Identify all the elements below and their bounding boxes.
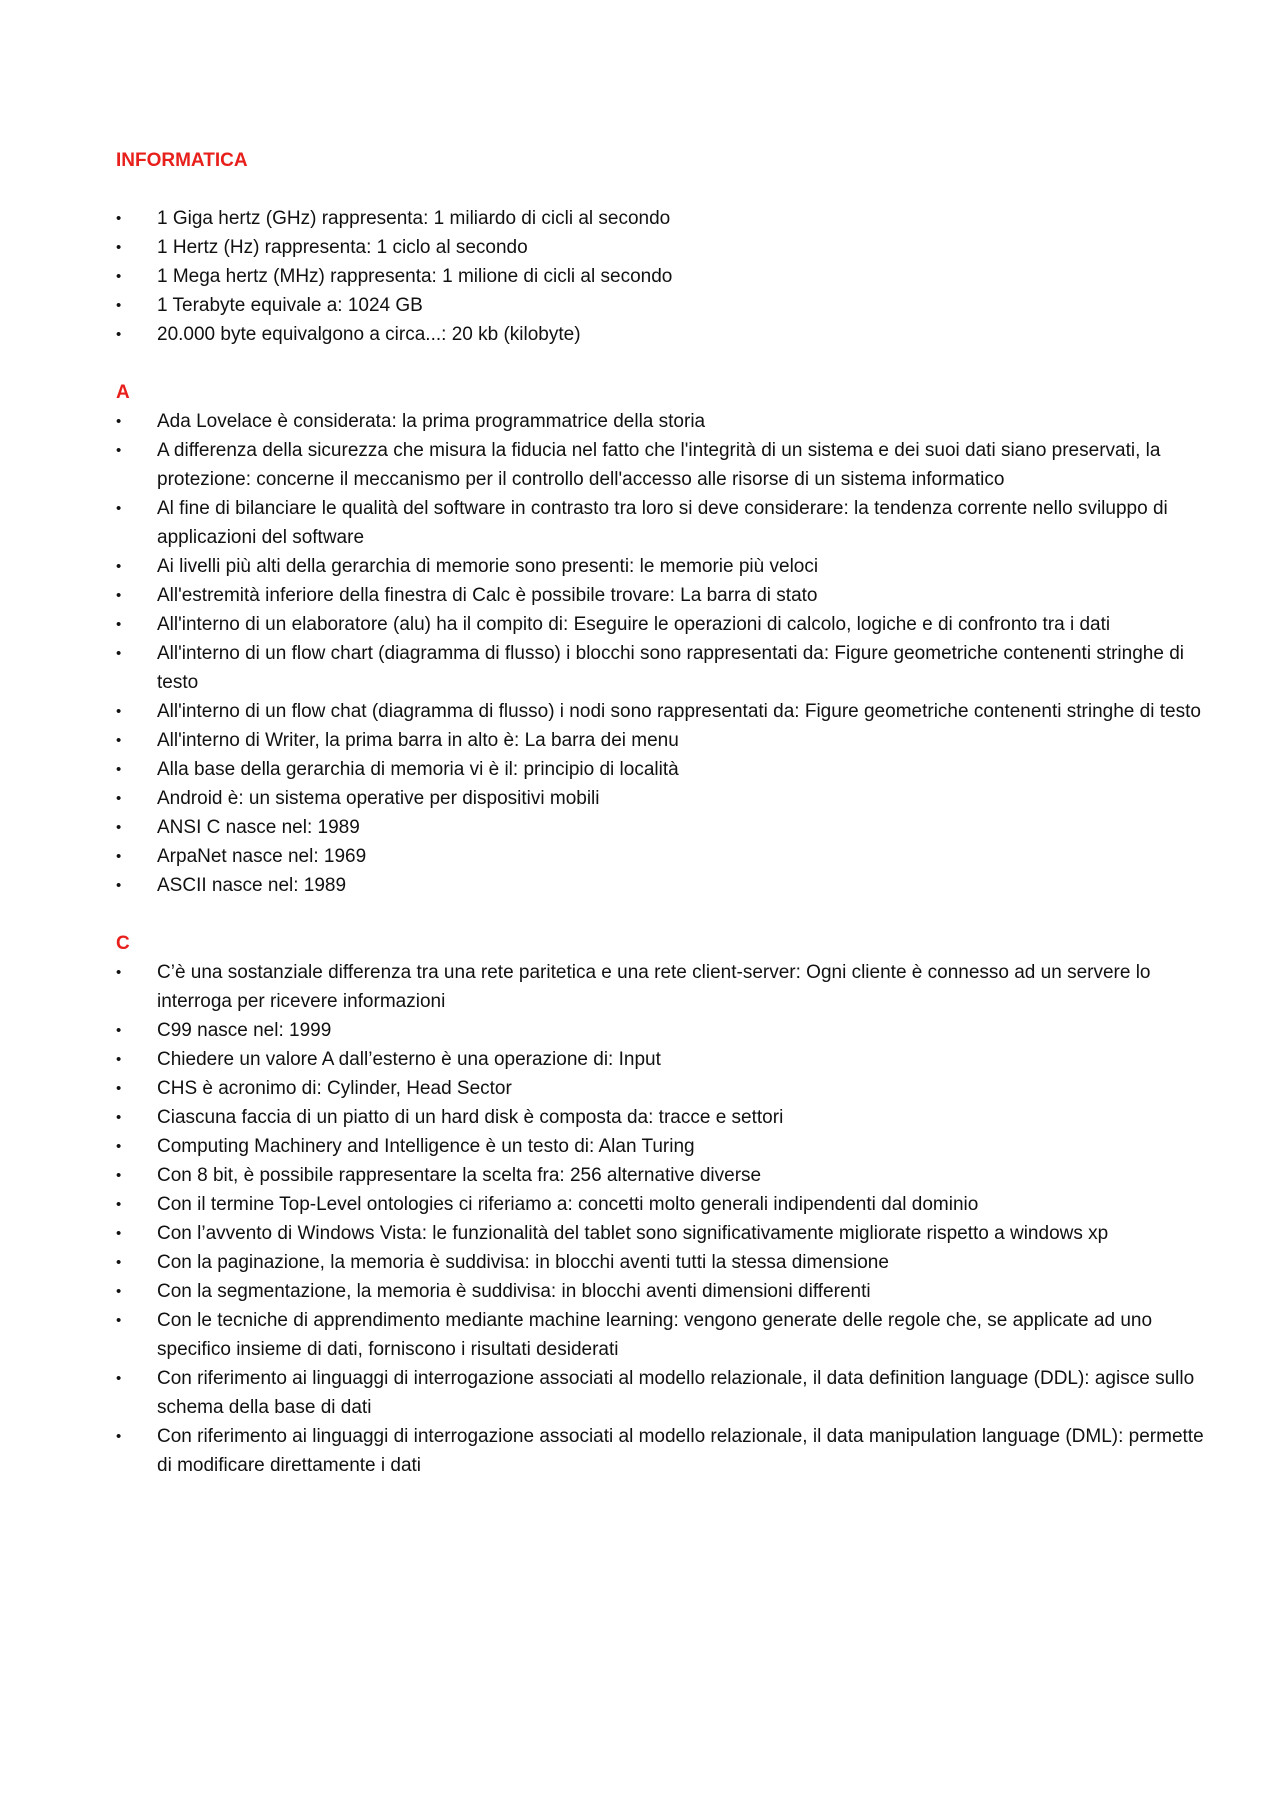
list-item-text: Computing Machinery and Intelligence è un testo di: Alan Turing [157, 1136, 695, 1157]
bullet-icon: • [116, 1254, 122, 1271]
section-list-a [116, 407, 1206, 900]
list-item-text: Ai livelli più alti della gerarchia di memorie sono presenti: le memorie più veloci [157, 556, 819, 577]
bullet-icon: • [116, 239, 122, 256]
bullet-icon: • [116, 442, 122, 459]
list-item [116, 1364, 1206, 1422]
bullet-icon: • [116, 1225, 122, 1242]
list-item [116, 726, 1206, 755]
bullet-icon: • [116, 210, 122, 227]
bullet-icon: • [116, 500, 122, 517]
bullet-icon: • [116, 790, 122, 807]
bullet-icon: • [116, 761, 122, 778]
list-item-text: All'interno di Writer, la prima barra in alto è: La barra dei menu [157, 730, 679, 751]
list-item-text: CHS è acronimo di: Cylinder, Head Sector [157, 1078, 512, 1099]
list-item [116, 784, 1206, 813]
list-item [116, 755, 1206, 784]
list-item-text: Alla base della gerarchia di memoria vi è il: principio di località [157, 759, 679, 780]
list-item [116, 1219, 1206, 1248]
bullet-icon: • [116, 587, 122, 604]
document-title: INFORMATICA [116, 150, 248, 171]
list-item [116, 958, 1206, 1016]
list-item [116, 494, 1206, 552]
bullet-icon: • [116, 732, 122, 749]
list-item-text: All'interno di un flow chart (diagramma di flusso) i blocchi sono rappresentati da: Figure geometriche contenenti stringhe di testo [157, 643, 1184, 693]
bullet-icon: • [116, 819, 122, 836]
list-item [116, 1422, 1206, 1480]
list-item-text: Al fine di bilanciare le qualità del software in contrasto tra loro si deve considerare: la tendenza corrente nello sviluppo di applicazioni del software [157, 498, 1168, 548]
list-item [116, 1132, 1206, 1161]
list-item-text: ArpaNet nasce nel: 1969 [157, 846, 367, 867]
bullet-icon: • [116, 1051, 122, 1068]
list-item-text: 1 Hertz (Hz) rappresenta: 1 ciclo al secondo [157, 237, 528, 258]
list-item-text: ANSI C nasce nel: 1989 [157, 817, 360, 838]
list-item-text: Con la paginazione, la memoria è suddivisa: in blocchi aventi tutti la stessa dimensione [157, 1252, 889, 1273]
list-item-text: Ada Lovelace è considerata: la prima programmatrice della storia [157, 411, 706, 432]
bullet-icon: • [116, 964, 122, 981]
section-heading-c: C [116, 933, 130, 954]
bullet-icon: • [116, 645, 122, 662]
list-item-text: All'interno di un elaboratore (alu) ha il compito di: Eseguire le operazioni di calcolo, logiche e di confronto tra i dati [157, 614, 1111, 635]
list-item [116, 813, 1206, 842]
list-item [116, 871, 1206, 900]
list-item [116, 1248, 1206, 1277]
bullet-icon: • [116, 413, 122, 430]
list-item-text: Con 8 bit, è possibile rappresentare la scelta fra: 256 alternative diverse [157, 1165, 762, 1186]
bullet-icon: • [116, 877, 122, 894]
bullet-icon: • [116, 1022, 122, 1039]
list-item [116, 639, 1206, 697]
list-item-text: ASCII nasce nel: 1989 [157, 875, 347, 896]
list-item [116, 233, 1206, 262]
list-item [116, 697, 1206, 726]
spacer [116, 175, 1206, 204]
list-item-text: All'estremità inferiore della finestra di Calc è possibile trovare: La barra di stato [157, 585, 818, 606]
list-item [116, 842, 1206, 871]
bullet-icon: • [116, 268, 122, 285]
bullet-icon: • [116, 1080, 122, 1097]
list-item [116, 204, 1206, 233]
intro-list [116, 204, 1206, 349]
bullet-icon: • [116, 1283, 122, 1300]
list-item [116, 552, 1206, 581]
list-item-text: Chiedere un valore A dall’esterno è una operazione di: Input [157, 1049, 661, 1070]
bullet-icon: • [116, 1109, 122, 1126]
list-item-text: 1 Terabyte equivale a: 1024 GB [157, 295, 423, 316]
list-item [116, 407, 1206, 436]
list-item [116, 1045, 1206, 1074]
bullet-icon: • [116, 616, 122, 633]
list-item-text: Con il termine Top-Level ontologies ci riferiamo a: concetti molto generali indipendenti dal dominio [157, 1194, 979, 1215]
sections-container [116, 349, 1206, 1480]
list-item [116, 1306, 1206, 1364]
list-item-text: 1 Mega hertz (MHz) rappresenta: 1 milione di cicli al secondo [157, 266, 673, 287]
bullet-icon: • [116, 326, 122, 343]
list-item [116, 581, 1206, 610]
bullet-icon: • [116, 703, 122, 720]
section-list-c [116, 958, 1206, 1480]
list-item [116, 436, 1206, 494]
list-item-text: Ciascuna faccia di un piatto di un hard disk è composta da: tracce e settori [157, 1107, 784, 1128]
list-item-text: C’è una sostanziale differenza tra una rete paritetica e una rete client-server: Ogni cliente è connesso ad un servere lo interroga per ricevere informazioni [157, 962, 1151, 1012]
list-item [116, 1190, 1206, 1219]
bullet-icon: • [116, 1196, 122, 1213]
list-item-text: Con l’avvento di Windows Vista: le funzionalità del tablet sono significativamente migliorate rispetto a windows xp [157, 1223, 1109, 1244]
list-item-text: Con la segmentazione, la memoria è suddivisa: in blocchi aventi dimensioni differenti [157, 1281, 871, 1302]
list-item [116, 1074, 1206, 1103]
spacer [116, 900, 1206, 929]
list-item [116, 1277, 1206, 1306]
bullet-icon: • [116, 1167, 122, 1184]
list-item-text: All'interno di un flow chat (diagramma di flusso) i nodi sono rappresentati da: Figure geometriche contenenti stringhe di testo [157, 701, 1201, 722]
list-item [116, 262, 1206, 291]
list-item-text: C99 nasce nel: 1999 [157, 1020, 332, 1041]
list-item-text: 20.000 byte equivalgono a circa...: 20 kb (kilobyte) [157, 324, 581, 345]
list-item-text: 1 Giga hertz (GHz) rappresenta: 1 miliardo di cicli al secondo [157, 208, 671, 229]
list-item [116, 1103, 1206, 1132]
bullet-icon: • [116, 848, 122, 865]
list-item-text: A differenza della sicurezza che misura la fiducia nel fatto che l'integrità di un sistema e dei suoi dati siano preservati, la protezione: concerne il meccanismo per il controllo dell'accesso alle risorse di un sistema informatico [157, 440, 1161, 490]
bullet-icon: • [116, 1428, 122, 1445]
bullet-icon: • [116, 558, 122, 575]
bullet-icon: • [116, 1312, 122, 1329]
list-item [116, 320, 1206, 349]
list-item [116, 1161, 1206, 1190]
list-item [116, 610, 1206, 639]
bullet-icon: • [116, 1370, 122, 1387]
section-heading-a: A [116, 382, 130, 403]
list-item [116, 291, 1206, 320]
list-item-text: Con le tecniche di apprendimento mediante machine learning: vengono generate delle regole che, se applicate ad uno specifico insieme di dati, forniscono i risultati desiderati [157, 1310, 1153, 1360]
bullet-icon: • [116, 297, 122, 314]
list-item-text: Con riferimento ai linguaggi di interrogazione associati al modello relazionale, il data definition language (DDL): agisce sullo schema della base di dati [157, 1368, 1195, 1418]
spacer [116, 349, 1206, 378]
list-item-text: Android è: un sistema operative per dispositivi mobili [157, 788, 600, 809]
list-item-text: Con riferimento ai linguaggi di interrogazione associati al modello relazionale, il data manipulation language (DML): permette di modificare direttamente i dati [157, 1426, 1204, 1476]
document-page [116, 146, 1206, 1480]
list-item [116, 1016, 1206, 1045]
bullet-icon: • [116, 1138, 122, 1155]
